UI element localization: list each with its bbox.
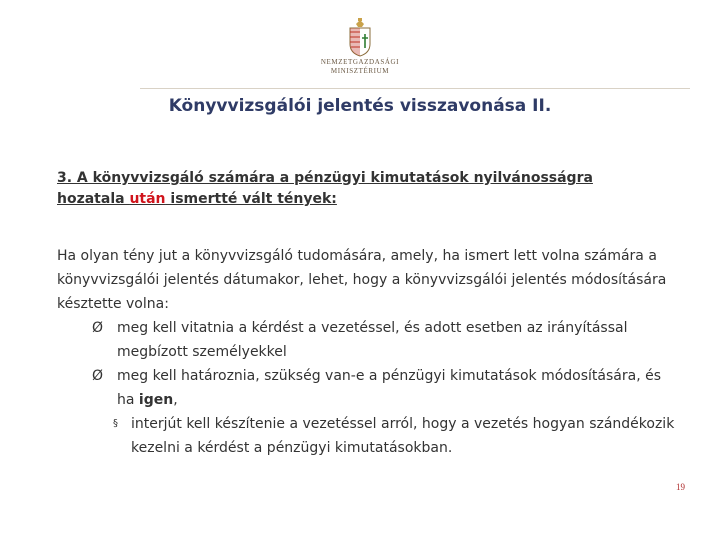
arrow-bullet-icon: Ø bbox=[92, 320, 104, 336]
bullet-item-1 bbox=[57, 316, 677, 364]
ministry-logo bbox=[305, 18, 415, 84]
bullet-item-2-text: meg kell határoznia, szükség van-e a pénzügyi kimutatások módosítására, és ha bbox=[117, 368, 662, 408]
arrow-bullet-icon: Ø bbox=[92, 368, 104, 384]
sub-bullet-item-1 bbox=[57, 412, 677, 460]
section-heading bbox=[57, 168, 657, 210]
coat-of-arms-icon bbox=[347, 18, 373, 58]
intro-paragraph: Ha olyan tény jut a könyvvizsgáló tudomására, amely, ha ismert lett volna számára a könyvvizsgálói jelentés dátumakor, lehet, hogy a könyvvizsgálói jelentés módosítására késztette volna: bbox=[57, 248, 667, 312]
bullet-item-1-text: meg kell vitatnia a kérdést a vezetéssel, és adott esetben az irányítással megbízott személyekkel bbox=[117, 320, 628, 360]
slide-title: Könyvvizsgálói jelentés visszavonása II. bbox=[168, 96, 552, 116]
header-divider bbox=[140, 88, 690, 89]
logo-text-line1: NEMZETGAZDASÁGI bbox=[320, 58, 400, 66]
logo-text-line2: MINISZTÉRIUM bbox=[330, 67, 390, 75]
square-bullet-icon: § bbox=[113, 418, 118, 429]
slide-body bbox=[57, 244, 677, 460]
page-number: 19 bbox=[676, 482, 685, 492]
section-heading-highlight: után bbox=[129, 191, 166, 207]
sub-bullet-item-1-text: interjút kell készítenie a vezetéssel arról, hogy a vezetés hogyan szándékozik kezelni a kérdést a pénzügyi kimutatásokban. bbox=[131, 416, 675, 456]
bullet-item-2-bold: igen bbox=[138, 392, 174, 408]
bullet-item-2-end: , bbox=[173, 392, 178, 408]
section-heading-text-end: ismertté vált tények: bbox=[165, 191, 337, 207]
bullet-item-2 bbox=[57, 364, 677, 412]
section-heading-text-start: 3. A könyvvizsgáló számára a pénzügyi kimutatások nyilvánosságra hozatala bbox=[57, 170, 593, 207]
